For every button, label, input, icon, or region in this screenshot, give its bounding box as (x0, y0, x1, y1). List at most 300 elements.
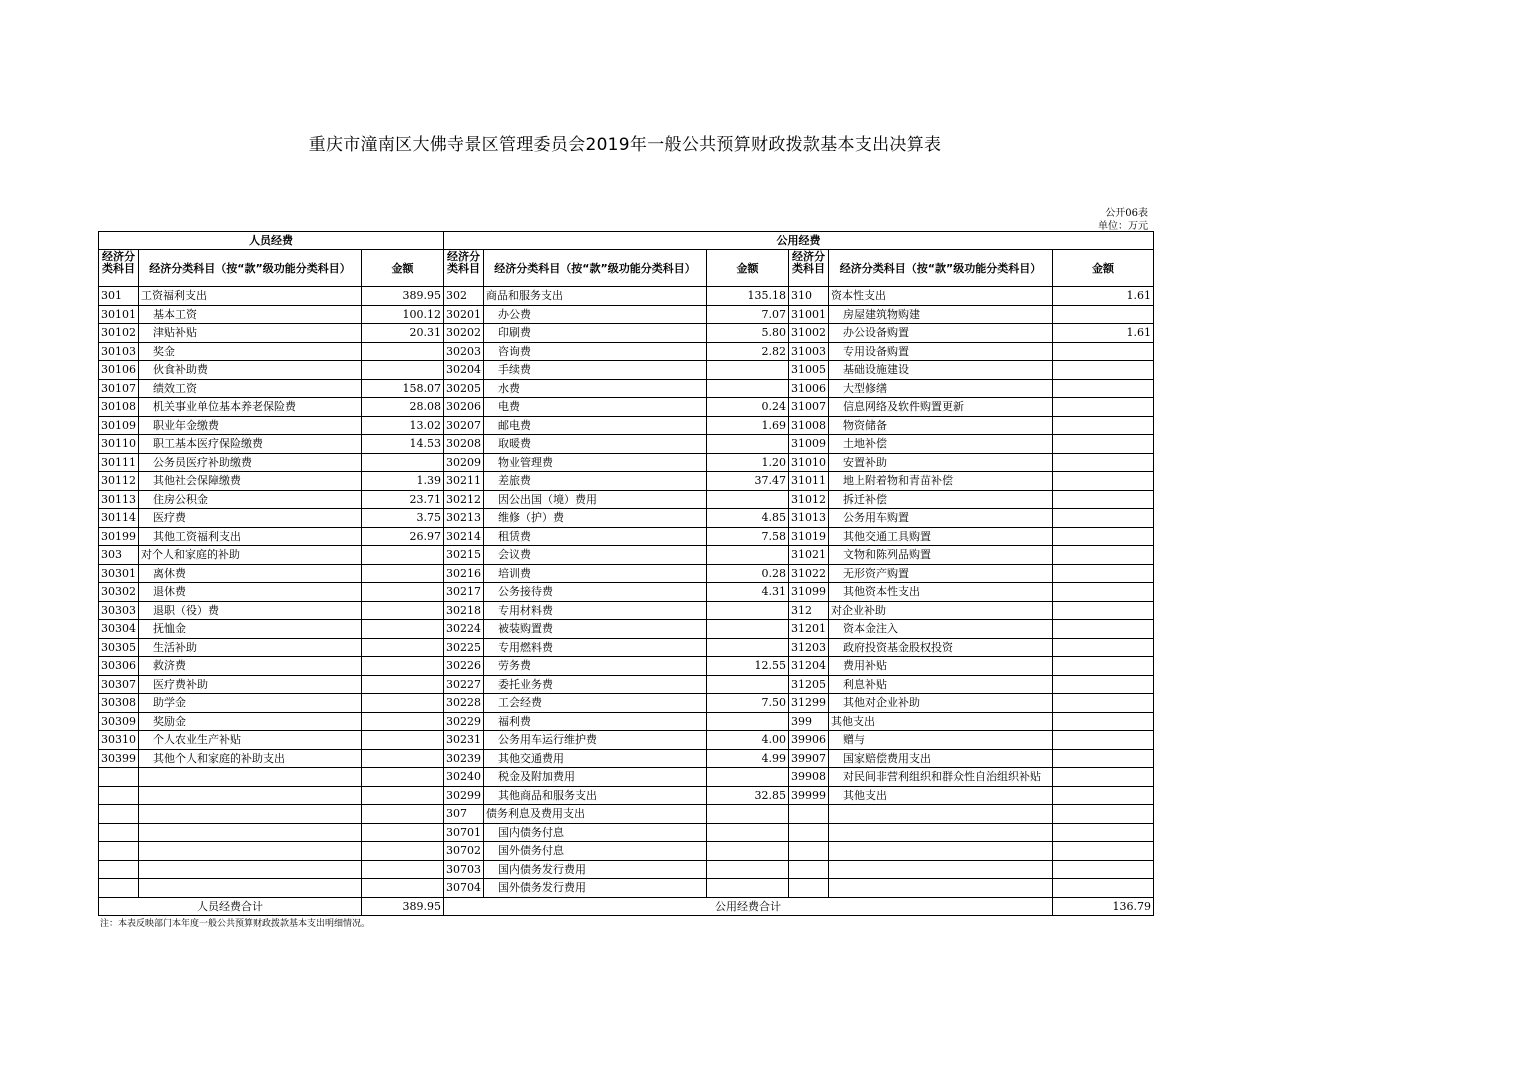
table-row (99, 398, 1154, 417)
name-cell (829, 842, 1053, 861)
code-cell: 30225 (444, 638, 484, 657)
table-row (99, 860, 1154, 879)
amount-cell (362, 657, 444, 676)
amount-cell: 4.00 (707, 731, 789, 750)
code-cell: 30239 (444, 749, 484, 768)
amount-cell: 3.75 (362, 509, 444, 528)
name-cell (829, 805, 1053, 824)
header-amount: 金额 (1053, 250, 1154, 287)
name-cell: 无形资产购置 (829, 564, 1053, 583)
table-row (99, 546, 1154, 565)
table-row (99, 472, 1154, 491)
code-cell: 30103 (99, 342, 139, 361)
name-cell (139, 860, 362, 879)
name-cell: 邮电费 (484, 416, 707, 435)
amount-cell: 4.99 (707, 749, 789, 768)
table-row (99, 583, 1154, 602)
amount-cell (362, 823, 444, 842)
amount-cell (1053, 564, 1154, 583)
code-cell: 30209 (444, 453, 484, 472)
code-cell: 30101 (99, 305, 139, 324)
amount-cell (362, 805, 444, 824)
table-row (99, 287, 1154, 306)
name-cell: 拆迁补偿 (829, 490, 1053, 509)
name-cell: 取暖费 (484, 435, 707, 454)
name-cell: 资本性支出 (829, 287, 1053, 306)
name-cell: 办公费 (484, 305, 707, 324)
table-row (99, 805, 1154, 824)
amount-cell: 20.31 (362, 324, 444, 343)
name-cell: 因公出国（境）费用 (484, 490, 707, 509)
amount-cell (707, 546, 789, 565)
code-cell: 30308 (99, 694, 139, 713)
name-cell: 工资福利支出 (139, 287, 362, 306)
amount-cell (1053, 860, 1154, 879)
table-row (99, 416, 1154, 435)
name-cell: 专用燃料费 (484, 638, 707, 657)
name-cell: 信息网络及软件购置更新 (829, 398, 1053, 417)
unit-label: 单位：万元 (1098, 221, 1148, 232)
name-cell: 国内债务发行费用 (484, 860, 707, 879)
amount-cell (1053, 509, 1154, 528)
code-cell: 30107 (99, 379, 139, 398)
name-cell: 救济费 (139, 657, 362, 676)
name-cell: 专用材料费 (484, 601, 707, 620)
code-cell: 30114 (99, 509, 139, 528)
table-row (99, 842, 1154, 861)
name-cell: 租赁费 (484, 527, 707, 546)
name-cell: 商品和服务支出 (484, 287, 707, 306)
code-cell: 30399 (99, 749, 139, 768)
code-cell: 31002 (789, 324, 829, 343)
name-cell: 离休费 (139, 564, 362, 583)
table-row (99, 379, 1154, 398)
amount-cell: 0.24 (707, 398, 789, 417)
amount-cell (1053, 361, 1154, 380)
amount-cell (707, 805, 789, 824)
code-cell (789, 842, 829, 861)
amount-cell (362, 620, 444, 639)
amount-cell (707, 842, 789, 861)
name-cell (139, 786, 362, 805)
amount-cell (362, 342, 444, 361)
code-cell: 31019 (789, 527, 829, 546)
amount-cell (362, 583, 444, 602)
amount-cell (362, 361, 444, 380)
name-cell (139, 879, 362, 898)
code-cell: 30214 (444, 527, 484, 546)
name-cell: 基本工资 (139, 305, 362, 324)
table-row (99, 712, 1154, 731)
table-row (99, 620, 1154, 639)
code-cell: 30309 (99, 712, 139, 731)
code-cell: 399 (789, 712, 829, 731)
name-cell: 利息补贴 (829, 675, 1053, 694)
name-cell: 其他支出 (829, 712, 1053, 731)
table-row (99, 453, 1154, 472)
amount-cell (362, 768, 444, 787)
header-code: 经济分类科目 (99, 250, 139, 287)
table-row (99, 731, 1154, 750)
name-cell: 津贴补贴 (139, 324, 362, 343)
code-cell: 30204 (444, 361, 484, 380)
name-cell: 住房公积金 (139, 490, 362, 509)
public-total-label: 公用经费合计 (444, 897, 1053, 916)
code-cell: 31005 (789, 361, 829, 380)
name-cell: 公务接待费 (484, 583, 707, 602)
code-cell: 30303 (99, 601, 139, 620)
amount-cell (362, 786, 444, 805)
name-cell: 委托业务费 (484, 675, 707, 694)
amount-cell: 158.07 (362, 379, 444, 398)
name-cell: 对个人和家庭的补助 (139, 546, 362, 565)
name-cell: 土地补偿 (829, 435, 1053, 454)
name-cell: 奖励金 (139, 712, 362, 731)
amount-cell (1053, 657, 1154, 676)
amount-cell (707, 768, 789, 787)
amount-cell: 26.97 (362, 527, 444, 546)
amount-cell: 1.61 (1053, 287, 1154, 306)
amount-cell (362, 879, 444, 898)
name-cell: 维修（护）费 (484, 509, 707, 528)
amount-cell (1053, 601, 1154, 620)
header-name: 经济分类科目（按“款”级功能分类科目） (139, 250, 362, 287)
code-cell: 30215 (444, 546, 484, 565)
code-cell: 39999 (789, 786, 829, 805)
amount-cell (1053, 342, 1154, 361)
amount-cell (362, 564, 444, 583)
code-cell: 31012 (789, 490, 829, 509)
table-row (99, 490, 1154, 509)
code-cell: 30205 (444, 379, 484, 398)
code-cell: 30213 (444, 509, 484, 528)
name-cell: 其他交通工具购置 (829, 527, 1053, 546)
amount-cell (1053, 583, 1154, 602)
code-cell: 30108 (99, 398, 139, 417)
code-cell: 30211 (444, 472, 484, 491)
name-cell: 咨询费 (484, 342, 707, 361)
code-cell: 30703 (444, 860, 484, 879)
code-cell: 31010 (789, 453, 829, 472)
amount-cell (707, 601, 789, 620)
table-row (99, 823, 1154, 842)
code-cell: 30110 (99, 435, 139, 454)
table-row (99, 879, 1154, 898)
table-row (99, 527, 1154, 546)
amount-cell: 7.50 (707, 694, 789, 713)
amount-cell: 100.12 (362, 305, 444, 324)
code-cell: 30216 (444, 564, 484, 583)
expenditure-table (98, 231, 1154, 916)
amount-cell (707, 361, 789, 380)
code-cell: 30704 (444, 879, 484, 898)
name-cell: 办公设备购置 (829, 324, 1053, 343)
amount-cell (1053, 620, 1154, 639)
amount-cell: 7.07 (707, 305, 789, 324)
name-cell: 退职（役）费 (139, 601, 362, 620)
personnel-total-value: 389.95 (362, 897, 444, 916)
code-cell: 30212 (444, 490, 484, 509)
name-cell: 个人农业生产补贴 (139, 731, 362, 750)
code-cell (99, 805, 139, 824)
code-cell: 31201 (789, 620, 829, 639)
amount-cell (1053, 823, 1154, 842)
table-row (99, 601, 1154, 620)
code-cell: 30112 (99, 472, 139, 491)
name-cell: 其他支出 (829, 786, 1053, 805)
amount-cell (362, 638, 444, 657)
amount-cell (362, 675, 444, 694)
amount-cell (362, 453, 444, 472)
amount-cell (1053, 768, 1154, 787)
amount-cell: 1.69 (707, 416, 789, 435)
amount-cell (1053, 398, 1154, 417)
table-row (99, 342, 1154, 361)
code-cell: 30231 (444, 731, 484, 750)
code-cell: 31007 (789, 398, 829, 417)
name-cell: 对民间非营利组织和群众性自治组织补贴 (829, 768, 1053, 787)
amount-cell (1053, 379, 1154, 398)
code-cell: 39907 (789, 749, 829, 768)
name-cell: 物业管理费 (484, 453, 707, 472)
code-cell: 31009 (789, 435, 829, 454)
amount-cell (1053, 842, 1154, 861)
code-cell: 30208 (444, 435, 484, 454)
code-cell: 30207 (444, 416, 484, 435)
code-cell: 30206 (444, 398, 484, 417)
name-cell: 对企业补助 (829, 601, 1053, 620)
amount-cell (1053, 472, 1154, 491)
code-cell: 303 (99, 546, 139, 565)
name-cell: 伙食补助费 (139, 361, 362, 380)
name-cell: 其他个人和家庭的补助支出 (139, 749, 362, 768)
name-cell (139, 805, 362, 824)
amount-cell (707, 879, 789, 898)
amount-cell: 389.95 (362, 287, 444, 306)
amount-cell (707, 675, 789, 694)
name-cell: 会议费 (484, 546, 707, 565)
amount-cell (1053, 416, 1154, 435)
amount-cell (1053, 638, 1154, 657)
name-cell: 债务利息及费用支出 (484, 805, 707, 824)
code-cell: 30224 (444, 620, 484, 639)
amount-cell: 1.20 (707, 453, 789, 472)
name-cell: 物资储备 (829, 416, 1053, 435)
code-cell (99, 842, 139, 861)
code-cell: 30218 (444, 601, 484, 620)
code-cell: 30228 (444, 694, 484, 713)
code-cell: 30302 (99, 583, 139, 602)
name-cell: 被装购置费 (484, 620, 707, 639)
name-cell: 抚恤金 (139, 620, 362, 639)
amount-cell: 37.47 (707, 472, 789, 491)
amount-cell (1053, 749, 1154, 768)
table-row (99, 638, 1154, 657)
code-cell: 31022 (789, 564, 829, 583)
name-cell (139, 768, 362, 787)
name-cell: 赠与 (829, 731, 1053, 750)
amount-cell (707, 379, 789, 398)
name-cell: 国外债务发行费用 (484, 879, 707, 898)
code-cell: 30102 (99, 324, 139, 343)
code-cell: 30301 (99, 564, 139, 583)
code-cell: 30217 (444, 583, 484, 602)
amount-cell: 0.28 (707, 564, 789, 583)
code-cell (99, 879, 139, 898)
name-cell: 培训费 (484, 564, 707, 583)
amount-cell (362, 712, 444, 731)
name-cell: 公务用车购置 (829, 509, 1053, 528)
name-cell: 其他对企业补助 (829, 694, 1053, 713)
name-cell: 工会经费 (484, 694, 707, 713)
name-cell: 手续费 (484, 361, 707, 380)
code-cell: 30111 (99, 453, 139, 472)
name-cell: 其他工资福利支出 (139, 527, 362, 546)
name-cell (829, 879, 1053, 898)
amount-cell (707, 823, 789, 842)
code-cell: 30113 (99, 490, 139, 509)
amount-cell (1053, 546, 1154, 565)
code-cell: 307 (444, 805, 484, 824)
name-cell: 其他商品和服务支出 (484, 786, 707, 805)
table-row (99, 675, 1154, 694)
header-code: 经济分类科目 (444, 250, 484, 287)
amount-cell: 28.08 (362, 398, 444, 417)
code-cell: 302 (444, 287, 484, 306)
name-cell: 职业年金缴费 (139, 416, 362, 435)
name-cell: 医疗费补助 (139, 675, 362, 694)
amount-cell (707, 620, 789, 639)
amount-cell (362, 731, 444, 750)
code-cell: 31003 (789, 342, 829, 361)
code-cell: 30240 (444, 768, 484, 787)
amount-cell (1053, 490, 1154, 509)
table-row (99, 749, 1154, 768)
amount-cell: 4.31 (707, 583, 789, 602)
amount-cell (362, 546, 444, 565)
amount-cell (362, 749, 444, 768)
header-code: 经济分类科目 (789, 250, 829, 287)
name-cell: 助学金 (139, 694, 362, 713)
name-cell: 国家赔偿费用支出 (829, 749, 1053, 768)
public-total-value: 136.79 (1053, 897, 1154, 916)
amount-cell: 13.02 (362, 416, 444, 435)
amount-cell (707, 712, 789, 731)
name-cell: 文物和陈列品购置 (829, 546, 1053, 565)
code-cell: 30310 (99, 731, 139, 750)
totals-row (99, 897, 1154, 916)
amount-cell: 7.58 (707, 527, 789, 546)
code-cell: 30304 (99, 620, 139, 639)
table-row (99, 786, 1154, 805)
code-cell (789, 823, 829, 842)
code-cell: 31013 (789, 509, 829, 528)
group-public: 公用经费 (444, 232, 1154, 250)
amount-cell (362, 860, 444, 879)
name-cell: 职工基本医疗保险缴费 (139, 435, 362, 454)
group-header-row (99, 232, 1154, 250)
amount-cell (1053, 435, 1154, 454)
name-cell: 其他资本性支出 (829, 583, 1053, 602)
name-cell: 奖金 (139, 342, 362, 361)
code-cell: 31099 (789, 583, 829, 602)
name-cell: 专用设备购置 (829, 342, 1053, 361)
code-cell: 30202 (444, 324, 484, 343)
amount-cell: 23.71 (362, 490, 444, 509)
table-row (99, 694, 1154, 713)
header-name: 经济分类科目（按“款”级功能分类科目） (484, 250, 707, 287)
amount-cell: 12.55 (707, 657, 789, 676)
table-code: 公开06表 (1105, 208, 1148, 219)
table-row (99, 509, 1154, 528)
amount-cell (707, 490, 789, 509)
code-cell: 310 (789, 287, 829, 306)
code-cell: 31006 (789, 379, 829, 398)
table-row (99, 361, 1154, 380)
amount-cell (1053, 527, 1154, 546)
code-cell: 39908 (789, 768, 829, 787)
amount-cell: 5.80 (707, 324, 789, 343)
name-cell: 地上附着物和青苗补偿 (829, 472, 1053, 491)
amount-cell (1053, 731, 1154, 750)
code-cell: 30307 (99, 675, 139, 694)
name-cell (829, 823, 1053, 842)
table-row (99, 768, 1154, 787)
code-cell: 31011 (789, 472, 829, 491)
code-cell: 31008 (789, 416, 829, 435)
name-cell: 政府投资基金股权投资 (829, 638, 1053, 657)
name-cell: 生活补助 (139, 638, 362, 657)
name-cell: 大型修缮 (829, 379, 1053, 398)
name-cell: 税金及附加费用 (484, 768, 707, 787)
amount-cell (707, 860, 789, 879)
name-cell: 房屋建筑物购建 (829, 305, 1053, 324)
code-cell: 31021 (789, 546, 829, 565)
code-cell (789, 879, 829, 898)
page-title: 重庆市潼南区大佛寺景区管理委员会2019年一般公共预算财政拨款基本支出决算表 (308, 135, 942, 155)
column-header-row (99, 250, 1154, 287)
code-cell (99, 860, 139, 879)
name-cell: 公务员医疗补助缴费 (139, 453, 362, 472)
code-cell: 30199 (99, 527, 139, 546)
code-cell: 31205 (789, 675, 829, 694)
name-cell: 其他交通费用 (484, 749, 707, 768)
name-cell (139, 842, 362, 861)
amount-cell: 1.61 (1053, 324, 1154, 343)
name-cell: 医疗费 (139, 509, 362, 528)
code-cell: 30701 (444, 823, 484, 842)
table-row (99, 324, 1154, 343)
name-cell: 国外债务付息 (484, 842, 707, 861)
name-cell: 印刷费 (484, 324, 707, 343)
name-cell: 差旅费 (484, 472, 707, 491)
code-cell: 31204 (789, 657, 829, 676)
name-cell: 费用补贴 (829, 657, 1053, 676)
amount-cell: 2.82 (707, 342, 789, 361)
amount-cell (1053, 879, 1154, 898)
amount-cell (707, 435, 789, 454)
amount-cell: 1.39 (362, 472, 444, 491)
name-cell: 劳务费 (484, 657, 707, 676)
name-cell: 国内债务付息 (484, 823, 707, 842)
name-cell: 绩效工资 (139, 379, 362, 398)
name-cell (139, 823, 362, 842)
table-row (99, 657, 1154, 676)
name-cell: 退休费 (139, 583, 362, 602)
amount-cell: 32.85 (707, 786, 789, 805)
code-cell: 39906 (789, 731, 829, 750)
table-row (99, 435, 1154, 454)
